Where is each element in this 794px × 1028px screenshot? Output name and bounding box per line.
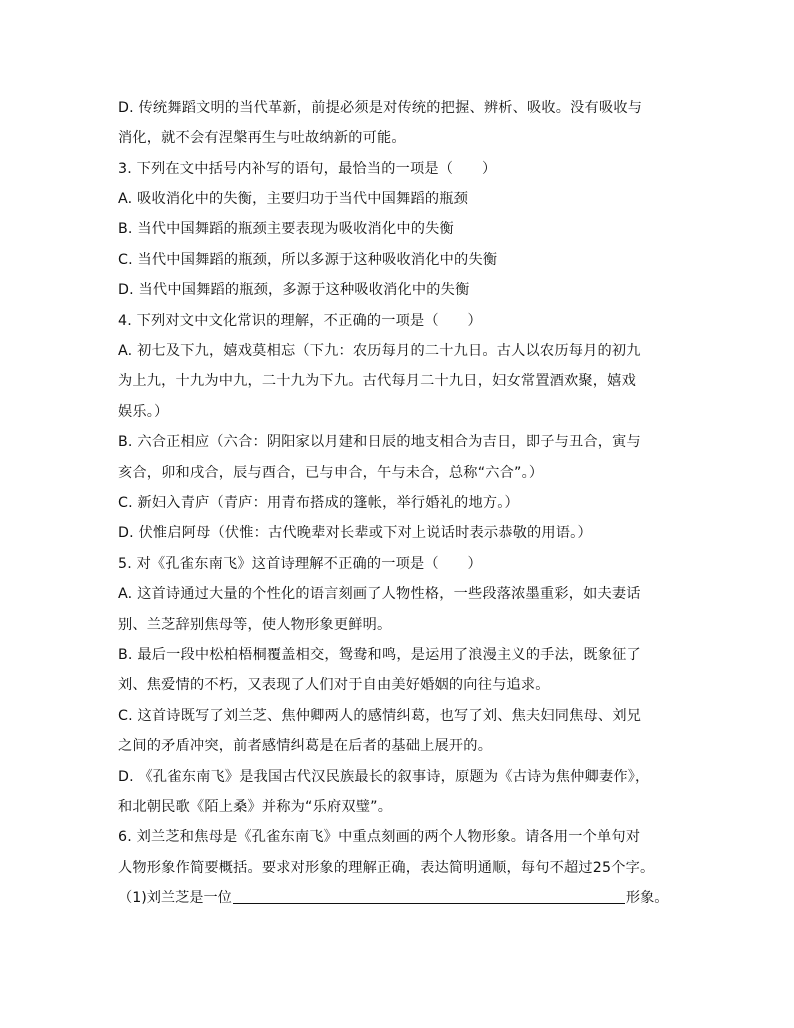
option-c: C. 当代中国舞蹈的瓶颈，所以多源于这种吸收消化中的失衡 <box>118 252 498 268</box>
blank-suffix: 形象。 <box>625 890 669 906</box>
option-c: C. 这首诗既写了刘兰芝、焦仲卿两人的感情纠葛，也写了刘、焦夫妇同焦母、刘兄 <box>118 708 642 724</box>
text-line: 和北朝民歌《陌上桑》并称为“乐府双璧”。 <box>118 799 393 815</box>
text-line: 人物形象作简要概括。要求对形象的理解正确，表达简明通顺，每句不超过25个字。 <box>118 860 655 876</box>
option-b: B. 当代中国舞蹈的瓶颈主要表现为吸收消化中的失衡 <box>118 221 454 237</box>
option-c: C. 新妇入青庐（青庐：用青布搭成的篷帐，举行婚礼的地方。） <box>118 495 519 511</box>
text-line: 刘、焦爱情的不朽，又表现了人们对于自由美好婚姻的向往与追求。 <box>118 677 550 693</box>
option-d: D. 伏惟启阿母（伏惟：古代晚辈对长辈或下对上说话时表示恭敬的用语。） <box>118 525 592 541</box>
text-line: 为上九，十九为中九，二十九为下九。古代每月二十九日，妇女常置酒欢聚，嬉戏 <box>118 373 636 389</box>
option-a: A. 这首诗通过大量的个性化的语言刻画了人物性格，一些段落浓墨重彩，如夫妻话 <box>118 586 641 602</box>
text-line: 娱乐。） <box>118 404 169 420</box>
text-line: 消化，就不会有涅槃再生与吐故纳新的可能。 <box>118 130 406 146</box>
question-5: 5. 对《孔雀东南飞》这首诗理解不正确的一项是（ ） <box>118 556 482 572</box>
blank-prefix: （1)刘兰芝是一位 <box>118 890 232 906</box>
question-6: 6. 刘兰芝和焦母是《孔雀东南飞》中重点刻画的两个人物形象。请各用一个单句对 <box>118 829 641 845</box>
text-line: 亥合，卯和戌合，辰与酉合，已与申合，午与未合，总称“六合”。） <box>118 465 544 481</box>
option-d: D. 《孔雀东南飞》是我国古代汉民族最长的叙事诗，原题为《古诗为焦仲卿妻作》， <box>118 769 650 785</box>
option-d: D. 当代中国舞蹈的瓶颈，多源于这种吸收消化中的失衡 <box>118 282 470 298</box>
text-line: 之间的矛盾冲突，前者感情纠葛是在后者的基础上展开的。 <box>118 738 493 754</box>
option-a: A. 吸收消化中的失衡，主要归功于当代中国舞蹈的瓶颈 <box>118 191 468 207</box>
question-4: 4. 下列对文中文化常识的理解，不正确的一项是（ ） <box>118 313 482 329</box>
text-line: 别、兰芝辞别焦母等，使人物形象更鲜明。 <box>118 617 392 633</box>
option-b: B. 六合正相应（六合：阴阳家以月建和日辰的地支相合为吉日，即子与丑合，寅与 <box>118 434 641 450</box>
text-line: D. 传统舞蹈文明的当代革新，前提必须是对传统的把握、辨析、吸收。没有吸收与 <box>118 100 643 116</box>
question-3: 3. 下列在文中括号内补写的语句，最恰当的一项是（ ） <box>118 161 497 177</box>
option-b: B. 最后一段中松柏梧桐覆盖相交，鸳鸯和鸣，是运用了浪漫主义的手法，既象征了 <box>118 647 641 663</box>
option-a: A. 初七及下九，嬉戏莫相忘（下九：农历每月的二十九日。古人以农历每月的初九 <box>118 343 641 359</box>
fill-in-blank-1 <box>118 888 668 908</box>
answer-blank[interactable] <box>233 889 625 904</box>
